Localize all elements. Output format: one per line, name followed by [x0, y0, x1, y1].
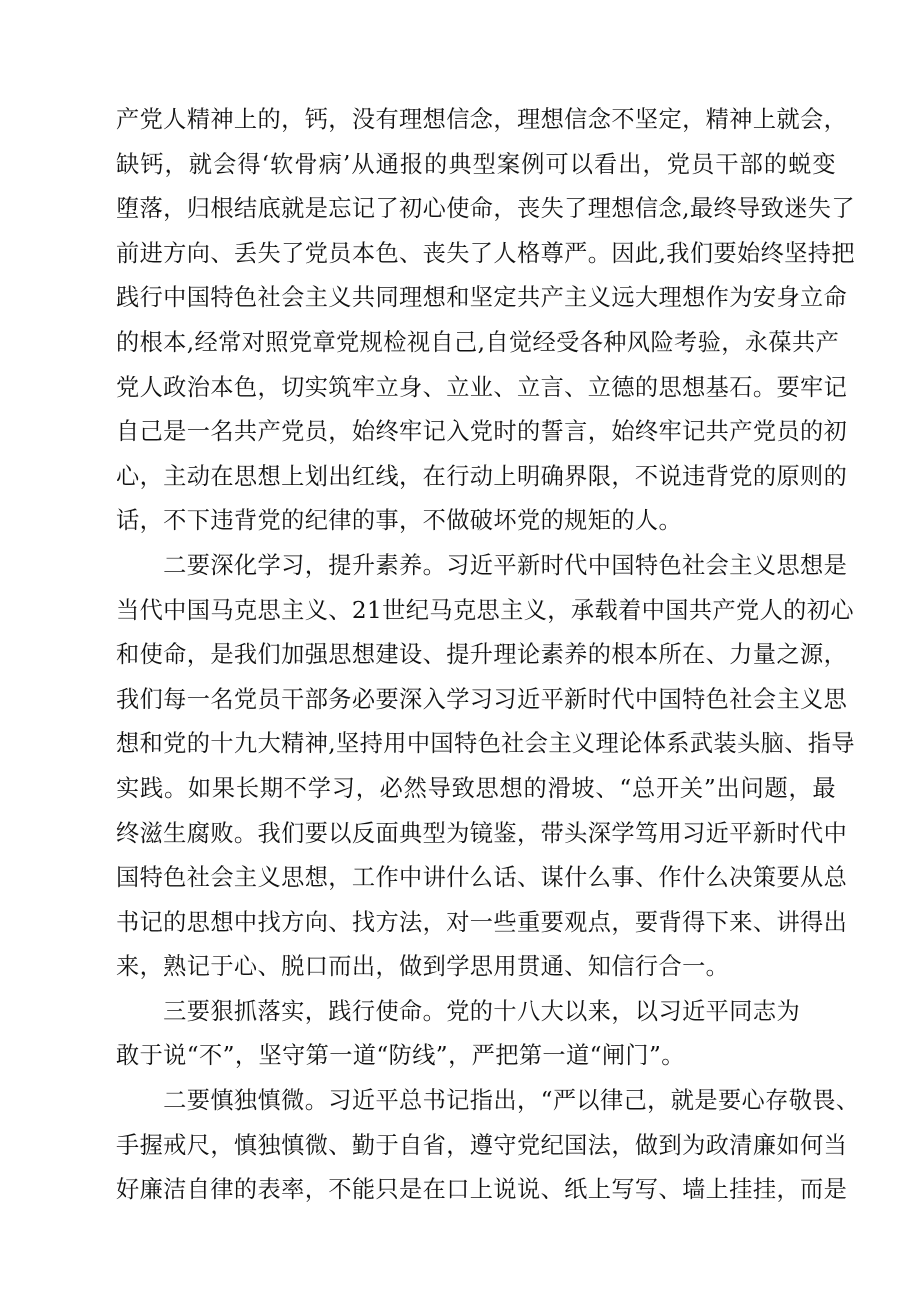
text-line: 的根本,经常对照党章党规检视自己,自觉经受各种风险考验，永葆共产: [116, 328, 840, 356]
text-line: 践行中国特色社会主义共同理想和坚定共产主义远大理想作为安身立命: [116, 284, 848, 312]
text-line: 产党人精神上的，钙，没有理想信念，理想信念不坚定，精神上就会，: [116, 106, 848, 133]
text-line: 前进方向、丢失了党员本色、丧失了人格尊严。因此,我们要始终坚持把: [116, 239, 855, 267]
text-line: 手握戒尺，慎独慎微、勤于自省，遵守党纪国法，做到为政清廉如何当: [116, 1131, 848, 1159]
text-line: 堕落，归根结底就是忘记了初心使命，丧失了理想信念,最终导致迷失了: [116, 195, 855, 223]
text-line: 实践。如果长期不学习，必然导致思想的滑坡、“总开关”出问题，最: [116, 774, 836, 802]
text-line: 和使命，是我们加强思想建设、提升理论素养的根本所在、力量之源，: [116, 641, 848, 669]
text-line: 我们每一名党员干部务必要深入学习习近平新时代中国特色社会主义思: [116, 685, 848, 713]
text-line: 话，不下违背党的纪律的事，不做破坏党的规矩的人。: [116, 507, 683, 535]
text-line: 自己是一名共产党员，始终牢记入党时的誓言，始终牢记共产党员的初: [116, 418, 848, 446]
text-line: 国特色社会主义思想，工作中讲什么话、谋什么事、作什么决策要从总: [116, 864, 848, 892]
text-line: 三要狠抓落实，践行使命。党的十八大以来，以习近平同志为: [116, 997, 801, 1025]
text-line: 好廉洁自律的表率，不能只是在口上说说、纸上写写、墙上挂挂，而是: [116, 1176, 848, 1204]
text-line: 终滋生腐败。我们要以反面典型为镜鉴，带头深学笃用习近平新时代中: [116, 819, 848, 847]
text-line: 二要深化学习，提升素养。习近平新时代中国特色社会主义思想是: [116, 551, 848, 579]
text-line: 当代中国马克思主义、21世纪马克思主义，承载着中国共产党人的初心: [116, 596, 854, 624]
text-line: 想和党的十九大精神,坚持用中国特色社会主义理论体系武装头脑、指导: [116, 730, 855, 758]
text-line: 心，主动在思想上划出红线，在行动上明确界限，不说违背党的原则的: [116, 462, 848, 490]
text-line: 敢于说“不”，坚守第一道“防线”，严把第一道“闸门”。: [116, 1042, 685, 1070]
text-line: 来，熟记于心、脱口而出，做到学思用贯通、知信行合一。: [116, 953, 730, 981]
text-line: 党人政治本色，切实筑牢立身、立业、立言、立德的思想基石。要牢记: [116, 373, 848, 401]
document-body: [116, 98, 860, 1213]
text-line: 缺钙，就会得‘软骨病’从通报的典型案例可以看出，党员干部的蜕变: [116, 150, 836, 178]
text-line: 书记的思想中找方向、找方法，对一些重要观点，要背得下来、讲得出: [116, 908, 848, 936]
text-line: 二要慎独慎微。习近平总书记指出，“严以律己，就是要心存敬畏、: [116, 1087, 860, 1115]
